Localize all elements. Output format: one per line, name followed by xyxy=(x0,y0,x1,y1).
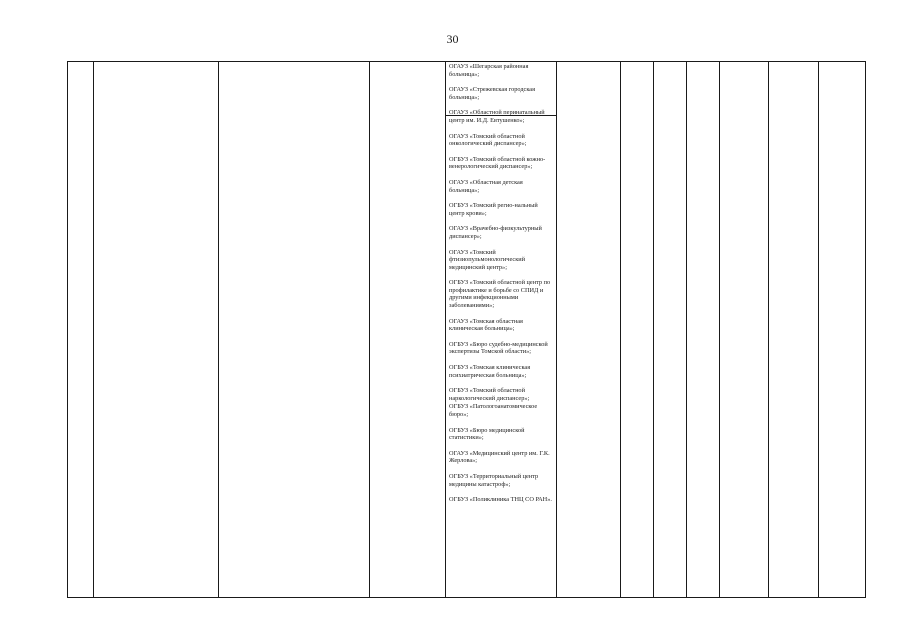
list-item: ОГБУЗ «Поликлиника ТНЦ СО РАН». xyxy=(449,496,552,504)
list-item: ОГАУЗ «Областная детская больница»; xyxy=(449,178,523,194)
list-item: ОГБУЗ «Томский областной кожно-венерологический диспансер»; xyxy=(449,155,546,171)
column-divider xyxy=(768,62,769,597)
column-divider xyxy=(686,62,687,597)
list-item: ОГАУЗ «Шегарская районная больница»; xyxy=(449,63,529,78)
column-divider xyxy=(620,62,621,597)
list-item: ОГБУЗ «Территориальный центр медицины катастроф»; xyxy=(449,472,539,488)
table-grid xyxy=(67,61,866,598)
list-item: ОГАУЗ «Томский областной онкологический диспансер»; xyxy=(449,132,527,148)
column-divider xyxy=(818,62,819,597)
list-item: ОГБУЗ «Бюро судебно-медицинской экспертизы Томской области»; xyxy=(449,340,548,356)
list-item: ОГБУЗ «Томский регио-нальный центр крови»; xyxy=(449,202,538,217)
list-item: ОГАУЗ «Областной перинатальный центр им. И.Д. Евтушенко»; xyxy=(449,109,545,124)
list-item: ОГАУЗ «Томская областная клиническая больница»; xyxy=(449,317,523,333)
list-item: ОГБУЗ «Томский областной центр по профилактике и борьбе со СПИД и другими инфекционными заболеваниями»; xyxy=(449,279,551,310)
organization-list xyxy=(449,63,553,512)
column-divider xyxy=(93,62,94,597)
list-item: ОГБУЗ «Бюро медицинской статистики»; xyxy=(449,426,525,442)
list-item: ОГАУЗ «Врачебно-физкультурный диспансер»; xyxy=(449,225,542,240)
column-divider xyxy=(719,62,720,597)
column-divider xyxy=(369,62,370,597)
list-item: ОГАУЗ «Медицинский центр им. Г.К. Жерлова»; xyxy=(449,449,550,465)
list-item: ОГБУЗ «Томский областной наркологический диспансер»; xyxy=(449,387,530,402)
column-divider xyxy=(653,62,654,597)
list-item: ОГАУЗ «Стрежевская городская больница»; xyxy=(449,86,536,101)
list-item: ОГБУЗ «Патологоанатомическое бюро»; xyxy=(449,403,538,418)
list-item: ОГБУЗ «Томская клиническая психиатрическая больница»; xyxy=(449,364,531,379)
list-item: ОГАУЗ «Томский фтизиопульмонологический медицинский центр»; xyxy=(449,248,525,271)
column-divider xyxy=(556,62,557,597)
column-divider xyxy=(445,62,446,597)
column-divider xyxy=(218,62,219,597)
page-number: 30 xyxy=(446,32,459,46)
